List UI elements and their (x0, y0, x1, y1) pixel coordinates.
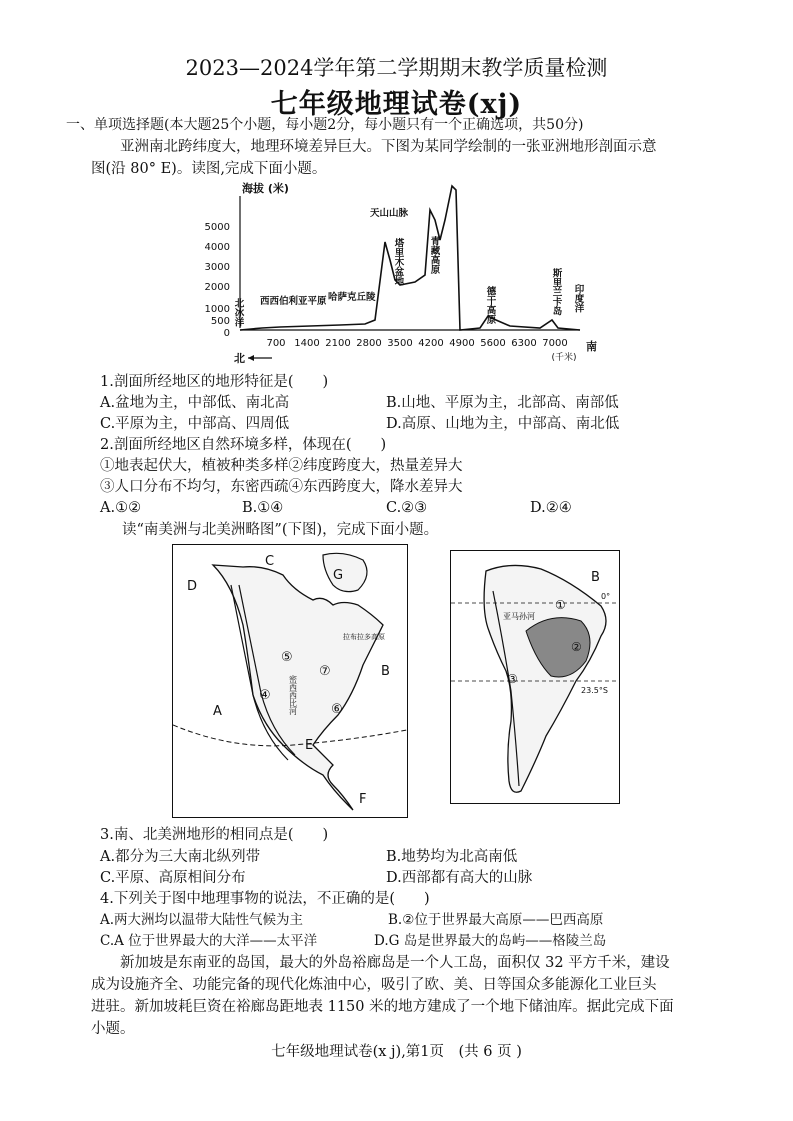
q4-option-d[interactable]: D.G 岛是世界最大的岛屿——格陵兰岛 (374, 933, 607, 949)
map-label-f: F (359, 792, 367, 807)
q2-option-b[interactable]: B.①④ (242, 500, 284, 516)
map-label-e: E (305, 738, 314, 753)
map-label-a: A (213, 704, 222, 719)
north-label: 北 (234, 352, 245, 365)
intro1-line1: 亚洲南北跨纬度大，地理环境差异巨大。下图为某同学绘制的一张亚洲地形剖面示意 (120, 139, 657, 155)
section-heading: 一、单项选择题(本大题25个小题，每小题2分，每小题只有一个正确选项，共50分) (66, 117, 584, 133)
y-tick: 0 (223, 328, 230, 339)
region-kazakh: 哈萨克丘陵 (328, 292, 376, 303)
q3-option-d[interactable]: D.西部都有高大的山脉 (386, 870, 533, 886)
south-america-map (450, 550, 620, 804)
map-label-b: B (381, 664, 390, 679)
q1-option-c[interactable]: C.平原为主，中部高、四周低 (100, 416, 290, 432)
q2-statement-1: ①地表起伏大，植被种类多样②纬度跨度大，热量差异大 (100, 458, 463, 474)
passage-line3: 进驻。新加坡耗巨资在裕廊岛距地表 1150 米的地方建成了一个地下储油库。据此完成下面 (91, 999, 674, 1015)
intro1-line2: 图(沿 80° E)。读图,完成下面小题。 (91, 161, 327, 177)
x-tick: 4900 (449, 338, 475, 349)
y-tick: 2000 (204, 282, 230, 293)
y-tick: 1000 (204, 304, 230, 315)
q3-option-b[interactable]: B.地势均为北高南低 (386, 849, 518, 865)
equator-label: 0° (601, 592, 611, 601)
map-number-4: ④ (259, 688, 271, 703)
south-label: 南 (586, 340, 597, 353)
map-number-6: ⑥ (331, 702, 343, 717)
map-label-g: G (333, 568, 344, 583)
mississippi-label: 密西西比河 (288, 675, 298, 715)
q4-option-b[interactable]: B.②位于世界最大高原——巴西高原 (388, 912, 604, 928)
y-tick: 500 (210, 316, 230, 327)
region-tianshan: 天山山脉 (370, 208, 409, 219)
q1-option-b[interactable]: B.山地、平原为主，北部高、南部低 (386, 395, 619, 411)
y-tick: 4000 (204, 242, 230, 253)
x-tick: 4200 (418, 338, 444, 349)
q2-option-a[interactable]: A.①② (100, 500, 142, 516)
map-number-7: ⑦ (319, 664, 331, 679)
region-west-siberia: 西西伯利亚平原 (260, 296, 327, 307)
x-unit: (千米) (551, 353, 577, 363)
passage-line2: 成为设施齐全、功能完备的现代化炼油中心，吸引了欧、美、日等国众多能源化工业巨头 (91, 977, 657, 993)
south-america-outline (484, 565, 606, 792)
exam-title: 2023—2024学年第二学期期末教学质量检测 (185, 56, 608, 80)
labrador-label: 拉布拉多高原 (343, 633, 385, 641)
map-label-d: D (187, 579, 198, 594)
north-america-outline (213, 565, 383, 810)
q1-option-a[interactable]: A.盆地为主，中部低、南北高 (100, 395, 290, 411)
q2-option-d[interactable]: D.②④ (530, 500, 572, 516)
map-number-5: ⑤ (281, 650, 293, 665)
arrow-head-icon (248, 355, 254, 361)
x-tick: 1400 (294, 338, 320, 349)
q3-option-a[interactable]: A.都分为三大南北纵列带 (100, 849, 261, 865)
x-tick: 700 (266, 338, 286, 349)
map-label-c: C (265, 554, 275, 569)
asia-profile-chart (200, 180, 600, 368)
x-tick: 2100 (325, 338, 351, 349)
intro2: 读“南美洲与北美洲略图”(下图)，完成下面小题。 (122, 522, 439, 538)
passage-line4: 小题。 (91, 1021, 135, 1037)
terrain-profile-line (240, 186, 580, 330)
q4-stem: 4.下列关于图中地理事物的说法，不正确的是( ) (100, 891, 430, 907)
x-tick: 7000 (542, 338, 568, 349)
y-axis-label: 海拔 (米) (242, 182, 289, 195)
region-tarim: 塔里木盆地 (392, 238, 404, 286)
region-indian-ocean: 印度洋 (572, 284, 584, 313)
region-tibet: 青藏高原 (428, 236, 440, 274)
y-tick: 5000 (204, 222, 230, 233)
x-tick: 2800 (356, 338, 382, 349)
y-tick: 3000 (204, 262, 230, 273)
map-label-b: B (591, 570, 600, 585)
map-number-2: ② (571, 640, 582, 654)
tropic-label: 23.5°S (581, 686, 608, 695)
q2-stem: 2.剖面所经地区自然环境多样，体现在( ) (100, 437, 387, 453)
region-arctic: 北冰洋 (232, 298, 244, 327)
map-number-1: ① (555, 598, 566, 612)
q1-option-d[interactable]: D.高原、山地为主，中部高、南北低 (386, 416, 620, 432)
x-tick: 5600 (480, 338, 506, 349)
map-number-3: ③ (507, 672, 518, 686)
q2-option-c[interactable]: C.②③ (386, 500, 428, 516)
q2-statement-2: ③人口分布不均匀，东密西疏④东西跨度大，降水差异大 (100, 479, 463, 495)
page-footer: 七年级地理试卷(x j),第1页 (共 6 页 ) (271, 1044, 522, 1060)
x-tick: 3500 (387, 338, 413, 349)
exam-subtitle: 七年级地理试卷(xj) (270, 89, 523, 120)
x-tick: 6300 (511, 338, 537, 349)
amazon-label: 亚马孙河 (503, 612, 535, 621)
q4-option-a[interactable]: A.两大洲均以温带大陆性气候为主 (100, 912, 304, 928)
q1-stem: 1.剖面所经地区的地形特征是( ) (100, 374, 329, 390)
x-ticks (266, 338, 567, 349)
region-deccan: 德干高原 (484, 286, 496, 324)
y-ticks (205, 222, 230, 339)
q4-option-c[interactable]: C.A 位于世界最大的大洋——太平洋 (100, 933, 318, 949)
north-america-map (172, 544, 408, 818)
region-srilanka: 斯里兰卡岛 (550, 268, 562, 316)
q3-stem: 3.南、北美洲地形的相同点是( ) (100, 827, 329, 843)
q3-option-c[interactable]: C.平原、高原相间分布 (100, 870, 246, 886)
greenland-outline (323, 553, 367, 591)
passage-line1: 新加坡是东南亚的岛国，最大的外岛裕廊岛是一个人工岛，面积仅 32 平方千米，建设 (120, 955, 670, 971)
